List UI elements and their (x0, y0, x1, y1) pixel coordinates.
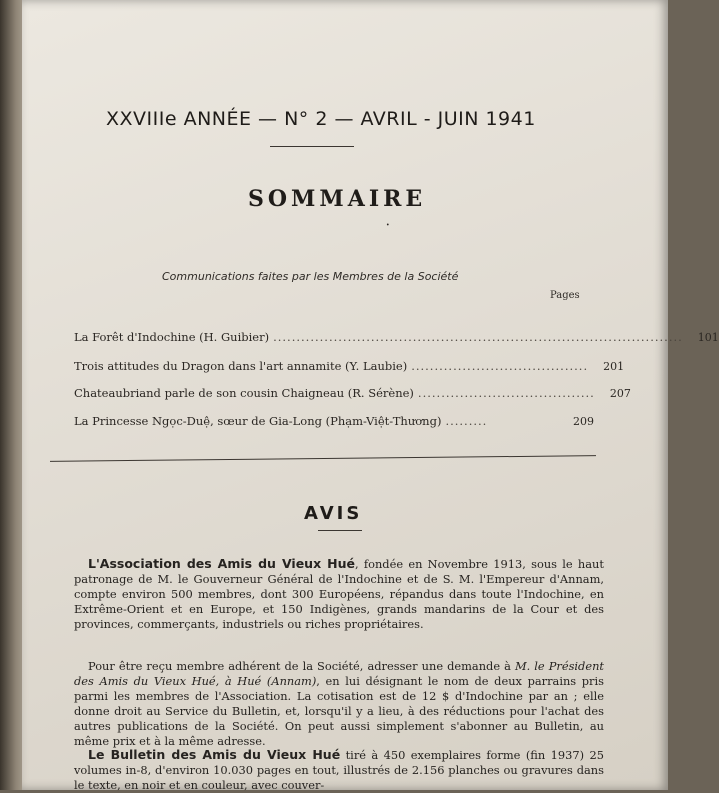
communications-subtitle: Communications faites par les Membres de la Société (162, 270, 459, 283)
paragraph-text: Pour être reçu membre adhérent de la Société, adresser une demande à (88, 659, 515, 673)
toc-leader-dots: ...................................... (411, 359, 589, 373)
ornament-dot: • (386, 222, 390, 229)
paragraph-membership (74, 659, 604, 749)
document-page (22, 0, 719, 792)
title-divider (270, 146, 354, 147)
paragraph-association (74, 556, 604, 632)
avis-heading: AVIS (304, 503, 363, 524)
toc-entry-page: 207 (609, 387, 631, 400)
toc-entry-page: 201 (603, 360, 625, 373)
toc-entry (74, 359, 625, 373)
toc-entry-page: 209 (573, 415, 594, 428)
toc-leader-dots: ........................................................................................ (273, 330, 683, 344)
toc-entry (74, 414, 594, 428)
paragraph-italic: M. le Président des Amis du Vieux Hué, à Hué (Annam) (74, 659, 604, 688)
avis-divider (318, 530, 362, 531)
toc-leader-dots: ......... (445, 414, 488, 428)
toc-entry-title: Chateaubriand parle de son cousin Chaigneau (R. Sérène) (74, 386, 414, 400)
paragraph-text: tiré à 450 exemplaires forme (fin 1937) 25 volumes in-8, d'environ 10.030 pages en tout, illustrés de 2.156 planches ou gravures dans le texte, en noir et en couleur, avec couver- (74, 748, 604, 792)
section-divider (50, 455, 596, 462)
toc-entry (74, 330, 719, 344)
toc-entry (74, 386, 631, 400)
toc-leader-dots: ...................................... (417, 386, 595, 400)
toc-entry-page: 101 (697, 331, 719, 344)
pages-column-label: Pages (550, 290, 580, 301)
paragraph-text: , en lui désignant le nom de deux parrains pris parmi les membres de l'Association. La cotisation est de 12 $ d'Indochine par an ; elle donne droit au Service du Bulletin, et, lorsqu'il y a lieu, à des réductions pour l'achat des autres publications de la Société. On peut aussi simplement s'abonner au Bulletin, au même prix et à la même adresse. (74, 674, 604, 748)
toc-entry-title: La Forêt d'Indochine (H. Guibier) (74, 330, 270, 344)
paragraph-text: , fondée en Novembre 1913, sous le haut patronage de M. le Gouverneur Général de l'Indochine et de S. M. l'Empereur d'Annam, compte environ 500 membres, dont 300 Européens, répandus dans toute l'Indochine, en Extrême-Orient et en Europe, et 150 Indigènes, grands mandarins de la Cour et des provinces, commerçants, industriels ou riches propriétaires. (74, 557, 604, 631)
paragraph-lead: L'Association des Amis du Vieux Hué (88, 556, 355, 571)
issue-line: XXVIIIe ANNÉE — N° 2 — AVRIL - JUIN 1941 (106, 108, 536, 130)
paragraph-lead: Le Bulletin des Amis du Vieux Hué (88, 747, 341, 762)
sommaire-heading: SOMMAIRE (248, 186, 427, 212)
toc-entry-title: La Princesse Ngọc-Duệ, sœur de Gia-Long (Phạm-Việt-Thương) (74, 414, 442, 428)
paragraph-bulletin (74, 747, 604, 793)
toc-entry-title: Trois attitudes du Dragon dans l'art annamite (Y. Laubie) (74, 359, 408, 373)
